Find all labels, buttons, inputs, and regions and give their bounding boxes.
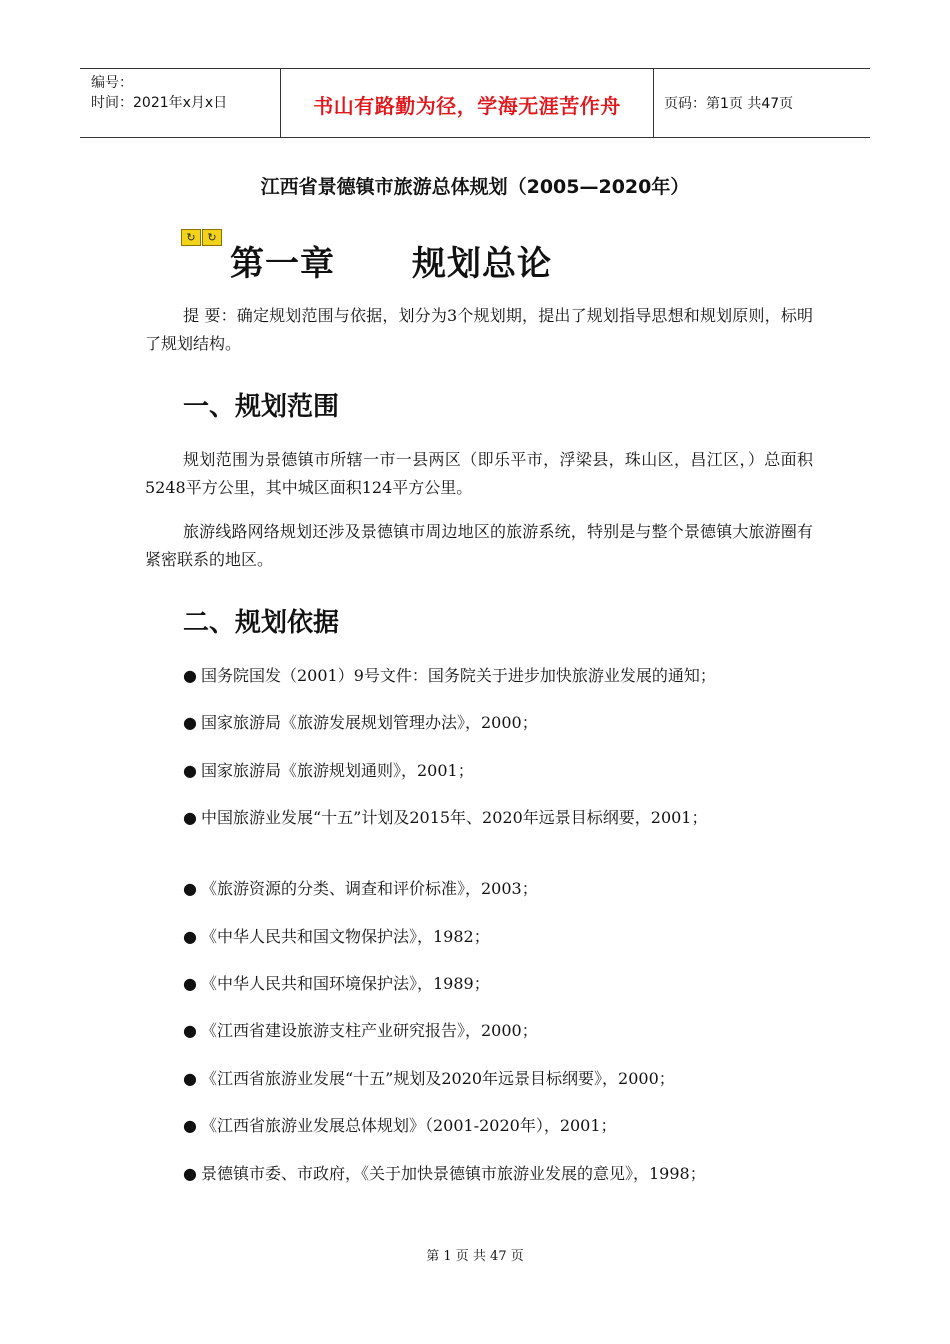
list-item: ● 《旅游资源的分类、调查和评价标准》，2003； (183, 879, 538, 898)
header-motto-cell (281, 69, 654, 137)
bullet-icon: ● (183, 761, 197, 780)
bullet-icon: ● (183, 927, 197, 946)
list-item: ● 《中华人民共和国环境保护法》，1989； (183, 974, 490, 993)
scope-paragraph-1: 规划范围为景德镇市所辖一市一县两区（即乐平市，浮梁县，珠山区，昌江区，）总面积5248平方公里，其中城区面积124平方公里。 (145, 450, 813, 497)
bullet-icon: ● (183, 974, 197, 993)
list-item: ● 《江西省旅游业发展总体规划》（2001-2020年），2001； (183, 1116, 617, 1135)
decorative-link-icon (181, 229, 222, 246)
list-item: ● 景德镇市委、市政府，《关于加快景德镇市旅游业发展的意见》，1998； (183, 1164, 706, 1183)
header-meta-cell (80, 69, 281, 137)
bullet-icon: ● (183, 879, 197, 898)
summary-paragraph: 提 要：确定规划范围与依据，划分为3个规划期，提出了规划指导思想和规划原则，标明了规划结构。 (145, 306, 813, 353)
page-info: 页码：第1页 共47页 (664, 96, 794, 112)
document-title: 江西省景德镇市旅游总体规划（2005—2020年） (260, 176, 690, 198)
bullet-icon: ● (183, 1164, 197, 1183)
list-item: ● 《江西省旅游业发展“十五”规划及2020年远景目标纲要》，2000； (183, 1069, 675, 1088)
time-label: 时间：2021年x月x日 (91, 95, 228, 111)
bullet-icon: ● (183, 808, 197, 827)
code-label: 编号： (91, 75, 133, 91)
section-heading-basis: 二、规划依据 (183, 608, 340, 638)
list-item: ● 中国旅游业发展“十五”计划及2015年、2020年远景目标纲要，2001； (183, 808, 708, 827)
list-item: ● 国家旅游局《旅游发展规划管理办法》，2000； (183, 713, 538, 732)
page-footer: 第 1 页 共 47 页 (426, 1249, 524, 1264)
bullet-icon: ● (183, 1116, 197, 1135)
list-item: ● 国务院国发（2001）9号文件：国务院关于进步加快旅游业发展的通知； (183, 666, 716, 685)
link-icon: ↻ (202, 229, 222, 246)
bullet-icon: ● (183, 1021, 197, 1040)
bullet-icon: ● (183, 1069, 197, 1088)
scope-paragraph-2: 旅游线路网络规划还涉及景德镇市周边地区的旅游系统，特别是与整个景德镇大旅游圈有紧密联系的地区。 (145, 522, 813, 569)
motto-text: 书山有路勤为径，学海无涯苦作舟 (313, 93, 621, 118)
list-item: ● 《中华人民共和国文物保护法》，1982； (183, 927, 490, 946)
bullet-icon: ● (183, 666, 197, 685)
list-item: ● 《江西省建设旅游支柱产业研究报告》，2000； (183, 1021, 538, 1040)
header-page-cell (654, 69, 870, 137)
link-icon: ↻ (181, 229, 201, 246)
chapter-title: 第一章 规划总论 (230, 244, 553, 284)
page-header (80, 68, 870, 138)
bullet-icon: ● (183, 713, 197, 732)
section-heading-scope: 一、规划范围 (183, 392, 340, 422)
list-item: ● 国家旅游局《旅游规划通则》，2001； (183, 761, 474, 780)
